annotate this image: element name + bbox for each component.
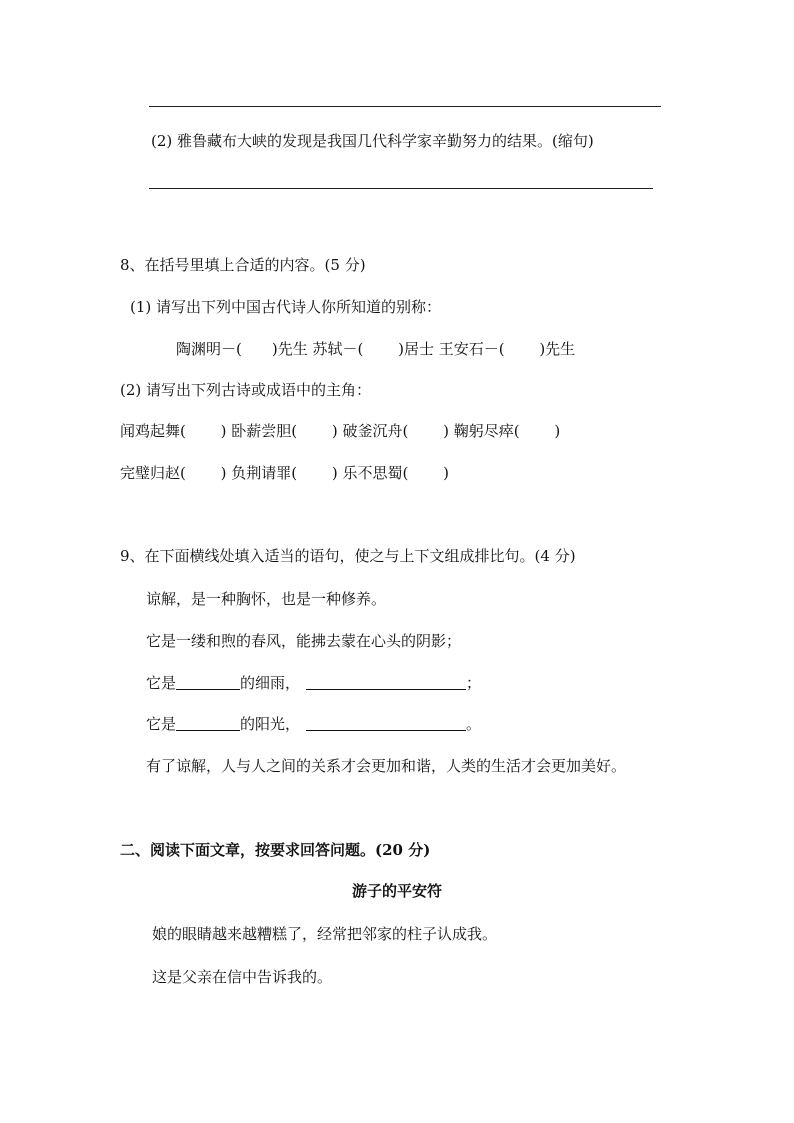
article-para-2: 这是父亲在信中告诉我的。 xyxy=(152,968,333,986)
section2-heading: 二、阅读下面文章，按要求回答问题。(20 分) xyxy=(120,841,431,859)
article-para-1: 娘的眼睛越来越糟糕了，经常把邻家的柱子认成我。 xyxy=(152,925,498,943)
fill-blank-short[interactable] xyxy=(176,714,240,731)
q9-line-3-prefix: 它是 xyxy=(146,674,177,692)
q8-part1-label: (1) 请写出下列中国古代诗人你所知道的别称： xyxy=(130,298,442,316)
q9-heading: 9、在下面横线处填入适当的语句，使之与上下文组成排比句。(4 分) xyxy=(120,547,576,565)
q9-line-4-middle: 的阳光， xyxy=(240,715,301,733)
article-title: 游子的平安符 xyxy=(351,882,442,900)
q9-line-4-prefix: 它是 xyxy=(146,715,177,733)
fill-blank-long[interactable] xyxy=(306,714,466,731)
answer-line-1 xyxy=(149,106,661,107)
q8-idioms-row-1: 闻鸡起舞( ) 卧薪尝胆( ) 破釜沉舟( ) 鞠躬尽瘁( ) xyxy=(120,422,561,440)
q9-line-3 xyxy=(146,673,481,693)
q7-part2-text: (2) 雅鲁藏布大峡的发现是我国几代科学家辛勤努力的结果。(缩句) xyxy=(151,132,594,150)
fill-blank-long[interactable] xyxy=(306,673,466,690)
q8-idioms-row-2: 完璧归赵( ) 负荆请罪( ) 乐不思蜀( ) xyxy=(120,464,449,482)
q9-line-3-end: ； xyxy=(466,674,482,692)
q8-part2-label: (2) 请写出下列古诗或成语中的主角： xyxy=(120,381,372,399)
q9-line-4-end: 。 xyxy=(466,715,482,733)
q9-line-1: 谅解，是一种胸怀，也是一种修养。 xyxy=(146,590,387,608)
q9-line-2: 它是一缕和煦的春风，能拂去蒙在心头的阴影； xyxy=(146,632,462,650)
q8-poets-line: 陶渊明－( )先生 苏轼－( )居士 王安石－( )先生 xyxy=(176,340,576,358)
q9-line-4 xyxy=(146,714,481,734)
q9-line-5: 有了谅解，人与人之间的关系才会更加和谐，人类的生活才会更加美好。 xyxy=(146,757,627,775)
fill-blank-short[interactable] xyxy=(176,673,240,690)
answer-line-2 xyxy=(149,188,653,189)
q8-heading: 8、在括号里填上合适的内容。(5 分) xyxy=(120,256,366,274)
q9-line-3-middle: 的细雨， xyxy=(240,674,301,692)
